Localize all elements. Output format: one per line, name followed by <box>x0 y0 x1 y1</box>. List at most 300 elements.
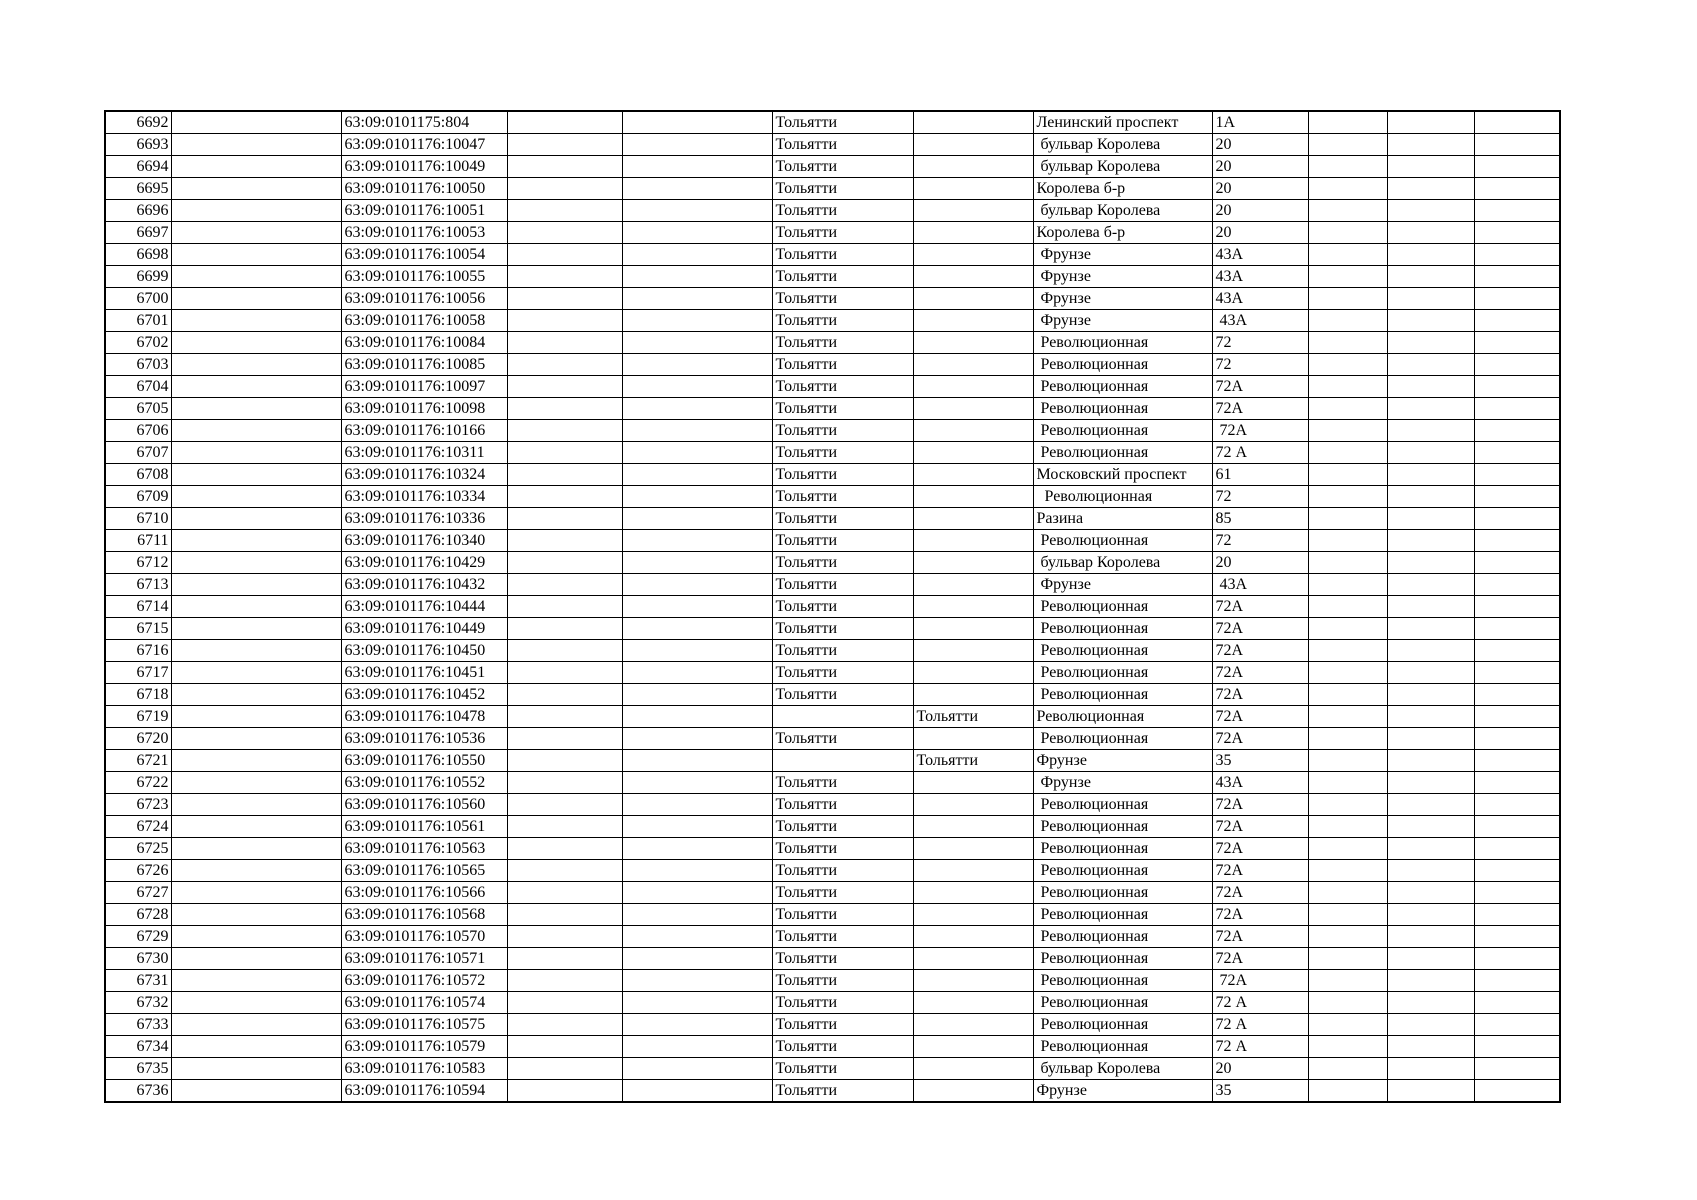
table-row <box>105 992 1560 1014</box>
table-row <box>105 376 1560 398</box>
table-cell: 63:09:0101176:10166 <box>341 420 507 442</box>
table-cell <box>1387 574 1474 596</box>
table-cell <box>507 992 622 1014</box>
table-cell <box>913 640 1033 662</box>
table-cell: Тольятти <box>772 398 913 420</box>
table-cell: 6735 <box>105 1058 171 1080</box>
table-row <box>105 1036 1560 1058</box>
table-cell <box>1474 111 1560 134</box>
table-row <box>105 882 1560 904</box>
table-cell <box>1387 1014 1474 1036</box>
table-cell: бульвар Королева <box>1033 156 1212 178</box>
table-cell <box>507 1036 622 1058</box>
table-cell: Тольятти <box>772 684 913 706</box>
table-cell <box>507 486 622 508</box>
table-cell <box>507 266 622 288</box>
table-cell <box>1387 310 1474 332</box>
table-cell: 6706 <box>105 420 171 442</box>
table-cell <box>507 882 622 904</box>
table-cell <box>1387 376 1474 398</box>
table-cell <box>1474 926 1560 948</box>
table-cell: 63:09:0101176:10084 <box>341 332 507 354</box>
table-row <box>105 1058 1560 1080</box>
table-cell: бульвар Королева <box>1033 134 1212 156</box>
table-cell <box>622 398 772 420</box>
table-cell <box>1387 948 1474 970</box>
table-cell <box>1387 178 1474 200</box>
table-row <box>105 266 1560 288</box>
table-cell <box>1387 222 1474 244</box>
table-cell <box>507 618 622 640</box>
table-cell <box>1308 992 1387 1014</box>
table-cell: 72А <box>1212 904 1308 926</box>
table-cell <box>507 816 622 838</box>
table-cell <box>507 706 622 728</box>
table-row <box>105 904 1560 926</box>
table-cell <box>913 772 1033 794</box>
table-cell <box>507 904 622 926</box>
table-row <box>105 618 1560 640</box>
table-cell <box>1308 904 1387 926</box>
table-cell <box>507 772 622 794</box>
table-cell <box>171 926 341 948</box>
table-cell: Тольятти <box>772 376 913 398</box>
table-cell: 72А <box>1212 376 1308 398</box>
table-cell <box>1474 640 1560 662</box>
table-cell <box>171 838 341 860</box>
table-cell <box>913 1058 1033 1080</box>
table-cell <box>171 354 341 376</box>
table-cell <box>171 794 341 816</box>
table-cell <box>1474 420 1560 442</box>
table-cell: 6717 <box>105 662 171 684</box>
table-row <box>105 706 1560 728</box>
table-cell <box>1308 574 1387 596</box>
table-cell <box>171 156 341 178</box>
table-cell: Тольятти <box>772 860 913 882</box>
table-cell: 6733 <box>105 1014 171 1036</box>
table-cell: Тольятти <box>772 1058 913 1080</box>
table-cell <box>1387 772 1474 794</box>
table-cell <box>1474 948 1560 970</box>
table-cell <box>1474 992 1560 1014</box>
table-cell <box>171 816 341 838</box>
table-cell <box>622 134 772 156</box>
table-cell <box>1387 882 1474 904</box>
table-cell <box>171 552 341 574</box>
table-cell <box>1474 1036 1560 1058</box>
table-cell <box>1387 816 1474 838</box>
table-cell <box>622 222 772 244</box>
table-cell <box>622 684 772 706</box>
table-cell <box>1387 442 1474 464</box>
table-cell: 43А <box>1212 288 1308 310</box>
table-cell: 6692 <box>105 111 171 134</box>
table-cell <box>1474 310 1560 332</box>
table-cell <box>171 970 341 992</box>
table-cell <box>1474 596 1560 618</box>
table-cell: 6721 <box>105 750 171 772</box>
table-cell <box>1387 530 1474 552</box>
table-cell <box>1474 618 1560 640</box>
table-cell <box>507 926 622 948</box>
table-cell <box>622 970 772 992</box>
table-cell: Тольятти <box>772 926 913 948</box>
table-row <box>105 684 1560 706</box>
table-cell: Тольятти <box>772 1036 913 1058</box>
table-cell: 1А <box>1212 111 1308 134</box>
table-cell: 63:09:0101176:10579 <box>341 1036 507 1058</box>
table-cell <box>1474 1014 1560 1036</box>
table-cell <box>1474 134 1560 156</box>
table-cell: 6711 <box>105 530 171 552</box>
table-cell: 63:09:0101176:10047 <box>341 134 507 156</box>
table-cell: 6712 <box>105 552 171 574</box>
table-cell: 63:09:0101176:10571 <box>341 948 507 970</box>
table-cell <box>1308 926 1387 948</box>
table-cell <box>1308 1036 1387 1058</box>
table-cell: Революционная <box>1033 860 1212 882</box>
table-cell: Тольятти <box>772 200 913 222</box>
table-cell <box>1387 1080 1474 1103</box>
table-cell <box>171 904 341 926</box>
table-cell: Революционная <box>1033 398 1212 420</box>
table-cell <box>1474 266 1560 288</box>
table-cell: 6700 <box>105 288 171 310</box>
table-cell <box>507 838 622 860</box>
table-cell: 63:09:0101176:10478 <box>341 706 507 728</box>
table-cell: Тольятти <box>772 772 913 794</box>
table-cell <box>1474 970 1560 992</box>
table-cell: 72 А <box>1212 442 1308 464</box>
table-cell: 63:09:0101176:10550 <box>341 750 507 772</box>
table-cell <box>622 596 772 618</box>
table-cell <box>1387 134 1474 156</box>
table-cell: 6694 <box>105 156 171 178</box>
table-cell <box>1308 618 1387 640</box>
table-cell: 63:09:0101176:10574 <box>341 992 507 1014</box>
table-cell: 6693 <box>105 134 171 156</box>
table-cell <box>1387 662 1474 684</box>
table-cell: Революционная <box>1033 970 1212 992</box>
table-cell <box>1308 376 1387 398</box>
table-cell: 72А <box>1212 728 1308 750</box>
table-cell <box>913 530 1033 552</box>
table-cell: 72 <box>1212 332 1308 354</box>
table-cell <box>171 706 341 728</box>
table-cell: 43А <box>1212 244 1308 266</box>
table-cell <box>1387 618 1474 640</box>
table-cell: Фрунзе <box>1033 244 1212 266</box>
table-cell <box>1387 750 1474 772</box>
table-cell: Тольятти <box>772 970 913 992</box>
table-cell: Тольятти <box>772 178 913 200</box>
table-cell <box>171 310 341 332</box>
table-cell: 63:09:0101176:10050 <box>341 178 507 200</box>
table-cell <box>1474 376 1560 398</box>
table-cell <box>1308 662 1387 684</box>
table-cell <box>913 904 1033 926</box>
table-row <box>105 728 1560 750</box>
table-cell <box>622 706 772 728</box>
table-cell <box>913 420 1033 442</box>
table-cell <box>1308 1058 1387 1080</box>
table-row <box>105 794 1560 816</box>
table-cell <box>1308 706 1387 728</box>
table-cell <box>622 1036 772 1058</box>
table-cell <box>913 574 1033 596</box>
table-cell <box>1387 420 1474 442</box>
table-cell: 6731 <box>105 970 171 992</box>
table-cell: Тольятти <box>772 464 913 486</box>
table-cell: Тольятти <box>772 156 913 178</box>
table-cell <box>913 882 1033 904</box>
table-cell <box>1308 200 1387 222</box>
table-cell: 6714 <box>105 596 171 618</box>
table-cell <box>1474 1058 1560 1080</box>
table-cell <box>622 772 772 794</box>
table-cell <box>1308 244 1387 266</box>
table-cell <box>913 134 1033 156</box>
table-cell: 6704 <box>105 376 171 398</box>
table-cell <box>622 618 772 640</box>
table-cell: 6716 <box>105 640 171 662</box>
table-cell <box>1474 838 1560 860</box>
table-cell <box>913 662 1033 684</box>
table-cell <box>622 354 772 376</box>
table-row <box>105 442 1560 464</box>
table-cell <box>913 948 1033 970</box>
table-cell: 63:09:0101176:10311 <box>341 442 507 464</box>
table-cell: Революционная <box>1033 728 1212 750</box>
table-cell: 63:09:0101176:10572 <box>341 970 507 992</box>
table-cell <box>1474 706 1560 728</box>
table-cell <box>622 200 772 222</box>
table-cell <box>507 948 622 970</box>
table-cell: Тольятти <box>772 222 913 244</box>
table-cell <box>622 1014 772 1036</box>
table-cell <box>1308 948 1387 970</box>
table-cell <box>622 420 772 442</box>
table-cell: Тольятти <box>772 904 913 926</box>
table-cell <box>1308 794 1387 816</box>
table-cell: Тольятти <box>772 486 913 508</box>
table-cell: бульвар Королева <box>1033 552 1212 574</box>
table-cell: 6720 <box>105 728 171 750</box>
table-cell: 63:09:0101176:10583 <box>341 1058 507 1080</box>
table-cell <box>1308 860 1387 882</box>
table-cell: 6708 <box>105 464 171 486</box>
table-cell <box>913 992 1033 1014</box>
table-cell <box>171 398 341 420</box>
table-cell: 6724 <box>105 816 171 838</box>
table-row <box>105 178 1560 200</box>
table-cell: Революционная <box>1033 662 1212 684</box>
table-cell <box>1474 904 1560 926</box>
table-cell: 72А <box>1212 618 1308 640</box>
table-row <box>105 486 1560 508</box>
table-cell: Революционная <box>1033 684 1212 706</box>
table-cell: 63:09:0101176:10570 <box>341 926 507 948</box>
table-cell <box>1474 794 1560 816</box>
table-cell: Революционная <box>1033 442 1212 464</box>
table-cell <box>913 156 1033 178</box>
table-cell <box>913 552 1033 574</box>
table-cell <box>622 508 772 530</box>
table-cell: Революционная <box>1033 420 1212 442</box>
table-cell: 6722 <box>105 772 171 794</box>
table-cell <box>1308 596 1387 618</box>
table-cell: Тольятти <box>772 420 913 442</box>
table-cell: 6713 <box>105 574 171 596</box>
table-cell <box>171 376 341 398</box>
table-cell <box>171 772 341 794</box>
table-cell <box>622 926 772 948</box>
table-cell: 63:09:0101176:10324 <box>341 464 507 486</box>
table-cell <box>1474 574 1560 596</box>
table-cell <box>507 332 622 354</box>
table-cell <box>1474 684 1560 706</box>
table-cell <box>171 486 341 508</box>
table-cell: 63:09:0101176:10566 <box>341 882 507 904</box>
table-cell: 6697 <box>105 222 171 244</box>
table-cell <box>171 244 341 266</box>
table-row <box>105 332 1560 354</box>
table-cell: 72 А <box>1212 1036 1308 1058</box>
table-row <box>105 640 1560 662</box>
table-cell <box>507 1058 622 1080</box>
table-cell: Тольятти <box>772 552 913 574</box>
table-cell <box>1308 728 1387 750</box>
table-cell: Фрунзе <box>1033 772 1212 794</box>
table-row <box>105 200 1560 222</box>
table-cell <box>622 662 772 684</box>
table-row <box>105 816 1560 838</box>
table-cell <box>622 1080 772 1103</box>
table-cell: 72 <box>1212 530 1308 552</box>
table-cell <box>507 662 622 684</box>
table-cell <box>1387 926 1474 948</box>
table-cell: Тольятти <box>772 310 913 332</box>
table-cell <box>171 640 341 662</box>
table-cell: 63:09:0101176:10563 <box>341 838 507 860</box>
table-cell: 6710 <box>105 508 171 530</box>
table-row <box>105 244 1560 266</box>
table-cell <box>1474 750 1560 772</box>
table-cell: Тольятти <box>772 948 913 970</box>
table-cell <box>1387 794 1474 816</box>
table-cell: 6723 <box>105 794 171 816</box>
table-cell: 63:09:0101176:10051 <box>341 200 507 222</box>
table-cell: Королева б-р <box>1033 178 1212 200</box>
table-cell: 63:09:0101176:10565 <box>341 860 507 882</box>
table-row <box>105 530 1560 552</box>
table-cell: 72А <box>1212 948 1308 970</box>
table-row <box>105 420 1560 442</box>
table-cell: Революционная <box>1033 992 1212 1014</box>
table-cell: 63:09:0101176:10432 <box>341 574 507 596</box>
table-cell: 63:09:0101176:10049 <box>341 156 507 178</box>
table-cell: Тольятти <box>772 134 913 156</box>
table-cell: 63:09:0101176:10336 <box>341 508 507 530</box>
table-cell: Тольятти <box>772 1080 913 1103</box>
table-cell <box>913 178 1033 200</box>
table-cell <box>507 178 622 200</box>
table-cell <box>913 111 1033 134</box>
table-cell: 20 <box>1212 134 1308 156</box>
table-cell: 6718 <box>105 684 171 706</box>
table-row <box>105 574 1560 596</box>
table-cell: 72 А <box>1212 992 1308 1014</box>
table-cell <box>1308 772 1387 794</box>
table-cell <box>913 332 1033 354</box>
table-cell <box>622 728 772 750</box>
table-cell <box>913 1080 1033 1103</box>
table-cell <box>507 530 622 552</box>
table-cell <box>622 860 772 882</box>
table-cell <box>171 728 341 750</box>
table-cell: 6702 <box>105 332 171 354</box>
table-row <box>105 948 1560 970</box>
table-cell <box>1387 266 1474 288</box>
table-cell <box>507 684 622 706</box>
table-cell: Московский проспект <box>1033 464 1212 486</box>
table-cell <box>1474 178 1560 200</box>
table-cell <box>1474 464 1560 486</box>
table-cell <box>1308 1080 1387 1103</box>
table-cell <box>1308 288 1387 310</box>
table-cell: Тольятти <box>772 574 913 596</box>
table-cell <box>1387 244 1474 266</box>
table-cell <box>507 200 622 222</box>
table-cell: 20 <box>1212 1058 1308 1080</box>
table-cell <box>1474 244 1560 266</box>
table-cell: 72А <box>1212 640 1308 662</box>
table-cell <box>622 244 772 266</box>
table-cell <box>1308 552 1387 574</box>
table-cell: Революционная <box>1033 882 1212 904</box>
table-cell: 72А <box>1212 706 1308 728</box>
table-cell <box>622 992 772 1014</box>
table-cell: 63:09:0101176:10575 <box>341 1014 507 1036</box>
table-cell: 20 <box>1212 178 1308 200</box>
table-cell <box>622 882 772 904</box>
data-table <box>104 110 1561 1103</box>
table-row <box>105 111 1560 134</box>
table-cell: Революционная <box>1033 640 1212 662</box>
table-row <box>105 508 1560 530</box>
table-cell: Тольятти <box>772 288 913 310</box>
table-cell <box>913 244 1033 266</box>
table-cell: Революционная <box>1033 1036 1212 1058</box>
table-cell <box>1308 398 1387 420</box>
table-cell <box>507 596 622 618</box>
table-cell: 6729 <box>105 926 171 948</box>
table-cell <box>507 728 622 750</box>
table-cell: 6695 <box>105 178 171 200</box>
table-cell <box>171 1080 341 1103</box>
table-cell <box>913 354 1033 376</box>
table-row <box>105 310 1560 332</box>
table-cell: Тольятти <box>772 508 913 530</box>
table-cell <box>507 794 622 816</box>
table-cell <box>1308 640 1387 662</box>
table-cell <box>1474 530 1560 552</box>
table-cell <box>622 948 772 970</box>
table-cell <box>507 134 622 156</box>
table-cell: Тольятти <box>772 244 913 266</box>
table-cell <box>1308 486 1387 508</box>
